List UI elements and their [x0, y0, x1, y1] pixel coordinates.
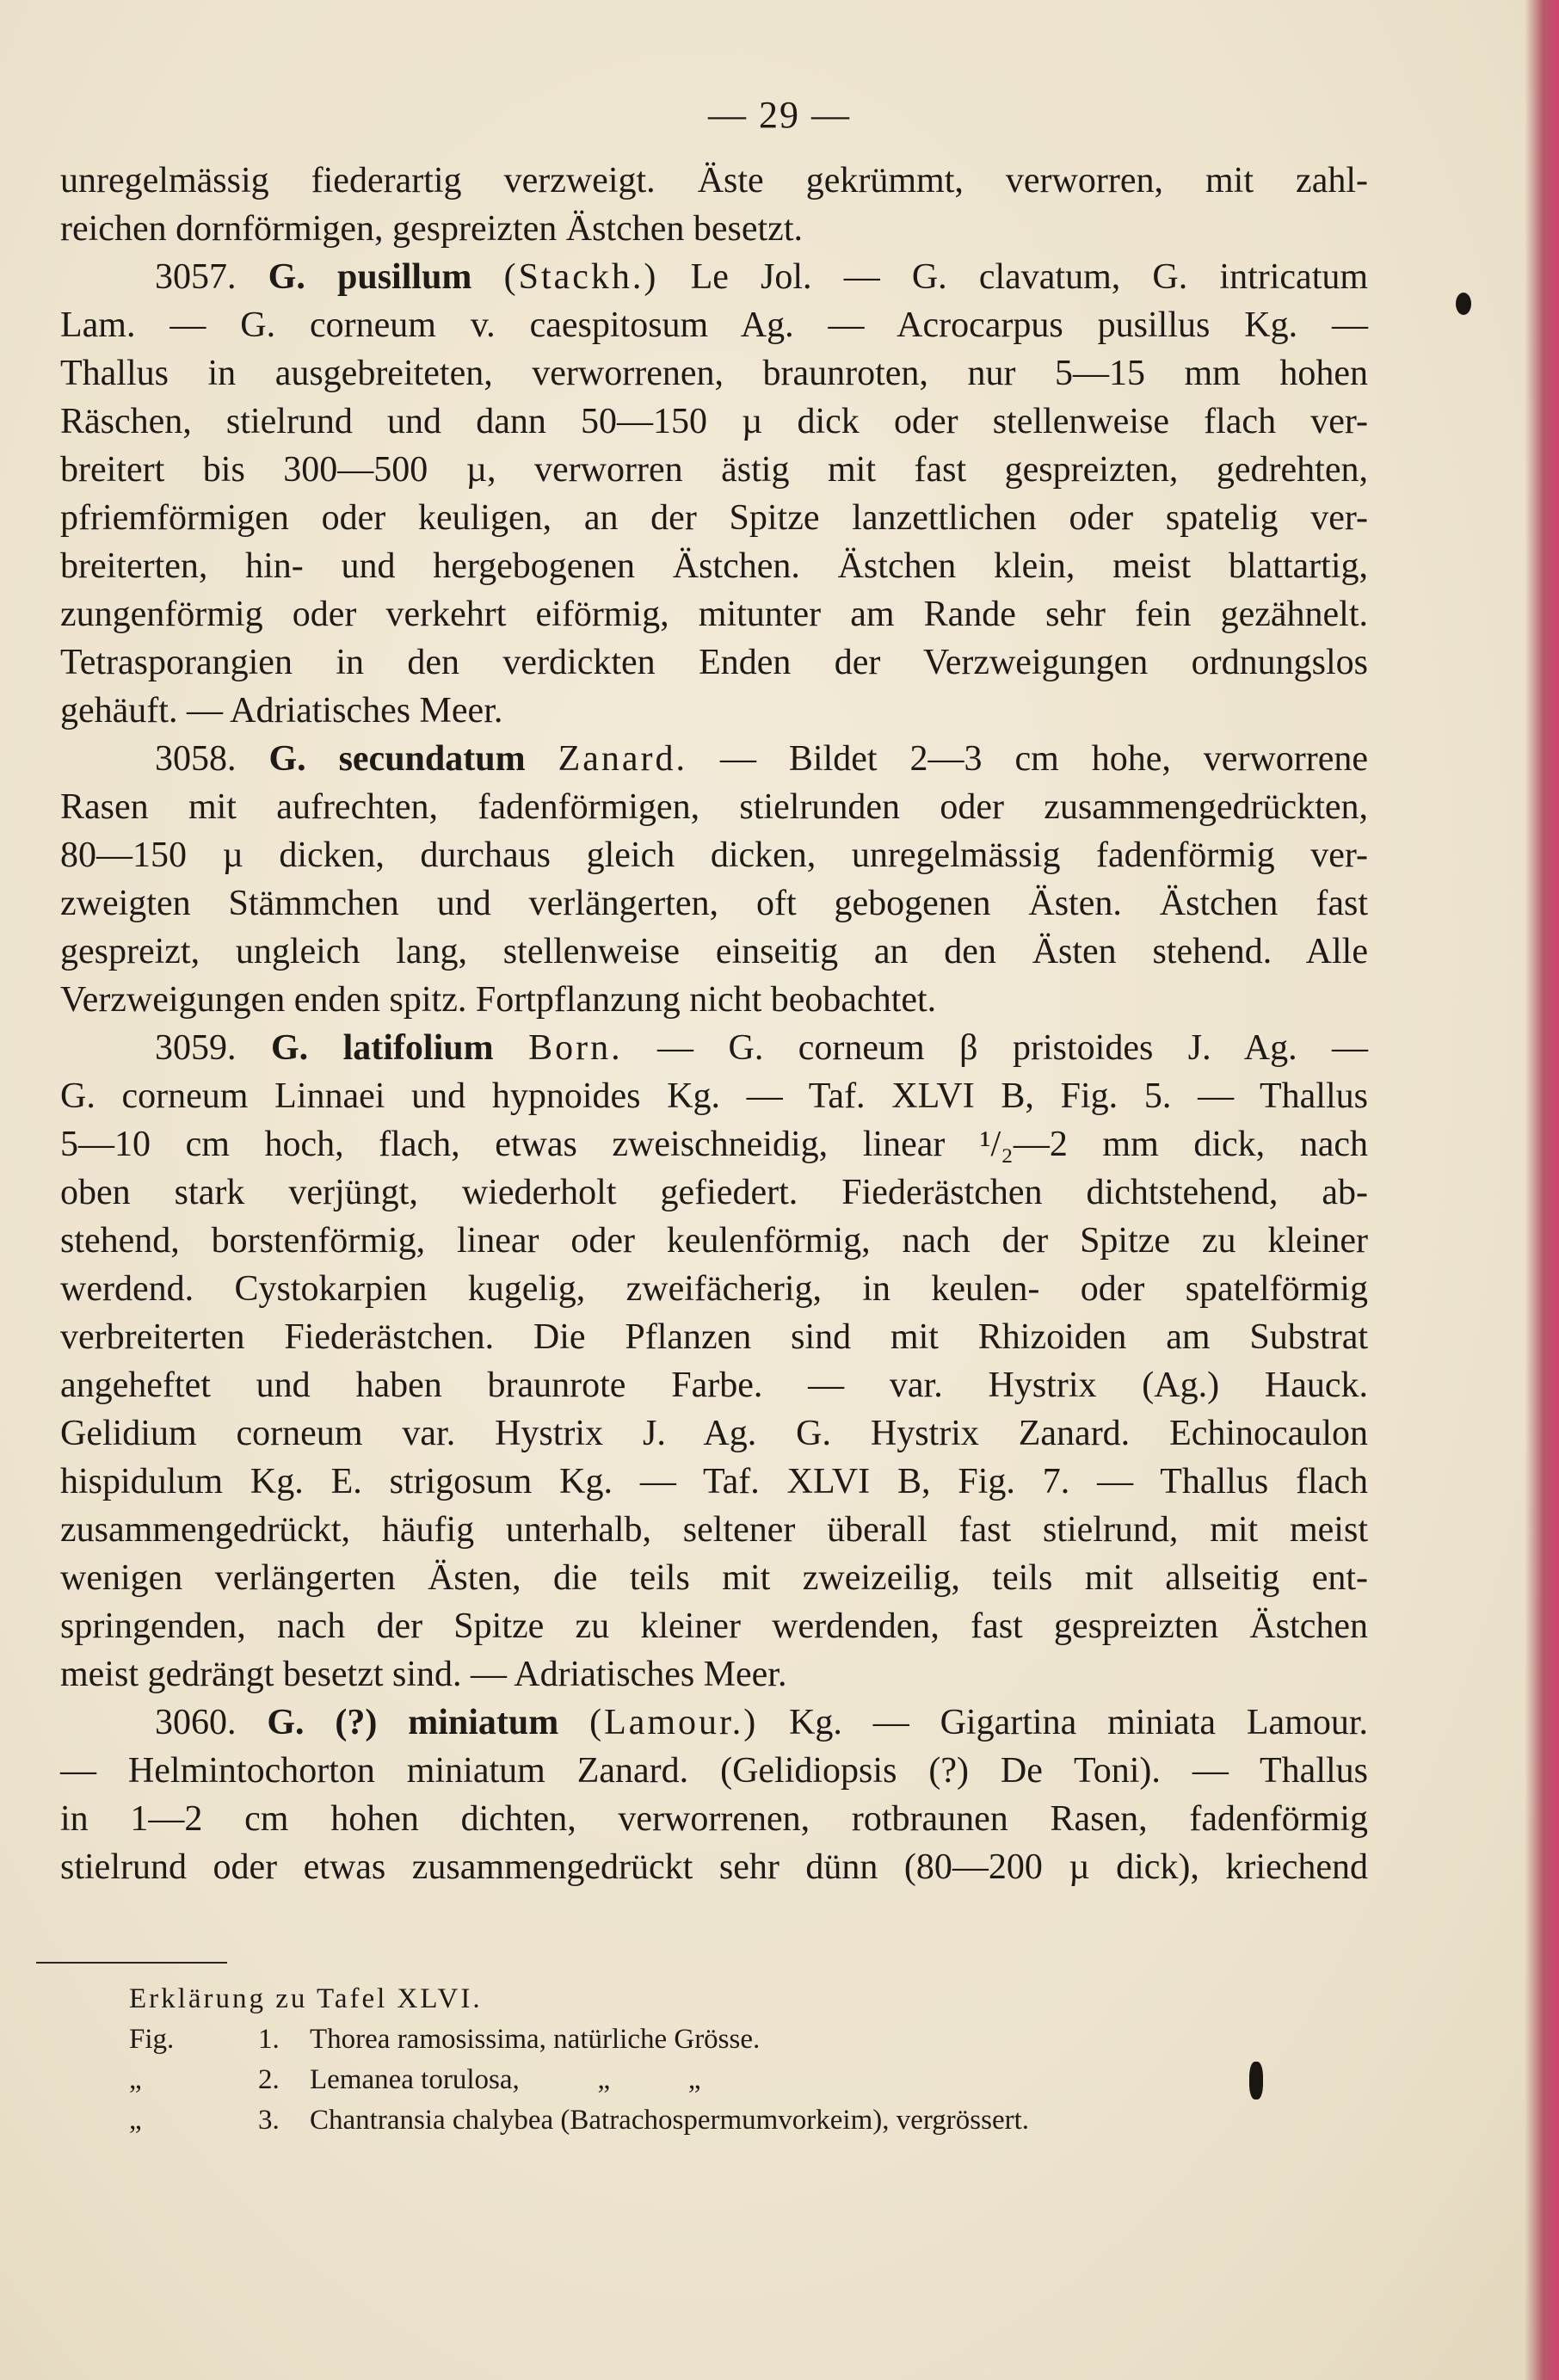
footnote-divider: [36, 1962, 227, 1964]
text-line: — G. corneum β pristoides J. Ag. —: [657, 1028, 1369, 1068]
footnote-heading: Erklärung zu Tafel XLVI.: [129, 1983, 483, 2014]
species-entry: [60, 253, 1368, 735]
text-line: hispidulum Kg. E. strigosum Kg. — Taf. XLVI B, Fig. 7. — Thallus flach: [60, 1462, 1368, 1501]
text-line: Gelidium corneum var. Hystrix J. Ag. G. Hystrix Zanard. Echinocaulon: [60, 1414, 1368, 1453]
text-line: springenden, nach der Spitze zu kleiner werdenden, fast gespreizten Ästchen: [60, 1606, 1368, 1646]
text-line: breitert bis 300—500 µ, verworren ästig mit fast gespreizten, gedrehten,: [60, 450, 1368, 490]
text-line: zungenförmig oder verkehrt eiförmig, mitunter am Rande sehr fein gezähnelt.: [60, 595, 1368, 634]
text-line: breiterten, hin- und hergebogenen Ästchen. Ästchen klein, meist blattartig,: [60, 546, 1368, 586]
text-line: 5—10 cm hoch, flach, etwas zweischneidig, linear ¹/₂—2 mm dick, nach: [60, 1125, 1368, 1164]
page-edge: [1525, 0, 1559, 2380]
text-line: Verzweigungen enden spitz. Fortpflanzung nicht beobachtet.: [60, 980, 937, 1020]
entry-number: 3057.: [155, 257, 237, 297]
species-name: G. pusillum: [268, 257, 472, 297]
text-line: — Helmintochorton miniatum Zanard. (Gelidiopsis (?) De Toni). — Thallus: [60, 1751, 1368, 1791]
footnote-text: Chantransia chalybea (Batrachospermumvorkeim), vergrössert.: [310, 2105, 1030, 2136]
text-line: pfriemförmigen oder keuligen, an der Spitze lanzettlichen oder spatelig ver-: [60, 498, 1368, 538]
footnote-row: [129, 2100, 1248, 2141]
main-text: [60, 157, 1368, 1891]
footnote-text: Thorea ramosissima, natürliche Grösse.: [310, 2024, 761, 2055]
text-line: meist gedrängt besetzt sind. — Adriatisches Meer.: [60, 1655, 787, 1694]
paragraph: [60, 157, 1368, 253]
footnote-label: „: [129, 2064, 142, 2095]
text-line: wenigen verlängerten Ästen, die teils mit zweizeilig, teils mit allseitig ent-: [60, 1558, 1368, 1598]
text-line: werdend. Cystokarpien kugelig, zweifächerig, in keulen- oder spatelförmig: [60, 1269, 1368, 1309]
footnote-number: 3.: [258, 2105, 280, 2136]
text-line: 80—150 µ dicken, durchaus gleich dicken, unregelmässig fadenförmig ver-: [60, 835, 1368, 875]
entry-number: 3059.: [155, 1028, 237, 1068]
species-author: Born.: [528, 1028, 623, 1068]
text-line: Tetrasporangien in den verdickten Enden der Verzweigungen ordnungslos: [60, 643, 1368, 682]
text-line: gehäuft. — Adriatisches Meer.: [60, 691, 503, 731]
species-entry: [60, 735, 1368, 1024]
species-author: (Lamour.): [589, 1703, 759, 1742]
text-line: in 1—2 cm hohen dichten, verworrenen, rotbraunen Rasen, fadenförmig: [60, 1799, 1368, 1839]
text-line: stehend, borstenförmig, linear oder keulenförmig, nach der Spitze zu kleiner: [60, 1221, 1368, 1261]
species-entry: [60, 1699, 1368, 1891]
footnote-row: [129, 2019, 1248, 2060]
text-line: unregelmässig fiederartig verzweigt. Äste gekrümmt, verworren, mit zahl-: [60, 161, 1368, 200]
species-author: (Stackh.): [503, 257, 659, 297]
text-line: zusammengedrückt, häufig unterhalb, seltener überall fast stielrund, mit meist: [60, 1510, 1368, 1550]
entry-number: 3060.: [155, 1703, 237, 1742]
species-name: G. secundatum: [268, 739, 526, 779]
footnote-row: [129, 2060, 1248, 2100]
page-number: — 29 —: [708, 94, 851, 136]
text-line: G. corneum Linnaei und hypnoides Kg. — Taf. XLVI B, Fig. 5. — Thallus: [60, 1076, 1368, 1116]
species-author: Zanard.: [558, 739, 687, 779]
footnote-number: 2.: [258, 2064, 280, 2095]
footnote-label: Fig.: [129, 2024, 175, 2055]
text-line: Thallus in ausgebreiteten, verworrenen, braunroten, nur 5—15 mm hohen: [60, 354, 1368, 393]
text-line: stielrund oder etwas zusammengedrückt sehr dünn (80—200 µ dick), kriechend: [60, 1847, 1368, 1887]
footnote-text: Lemanea torulosa, „ „: [310, 2064, 701, 2095]
footnote-number: 1.: [258, 2024, 280, 2055]
species-entry: [60, 1024, 1368, 1699]
text-line: Lam. — G. corneum v. caespitosum Ag. — Acrocarpus pusillus Kg. —: [60, 305, 1368, 345]
text-line: zweigten Stämmchen und verlängerten, oft gebogenen Ästen. Ästchen fast: [60, 884, 1368, 923]
species-name: G. latifolium: [270, 1028, 494, 1068]
footnote-label: „: [129, 2105, 142, 2136]
ink-spot: [1249, 2062, 1263, 2099]
species-name: G. (?) miniatum: [267, 1703, 559, 1742]
text-line: Le Jol. — G. clavatum, G. intricatum: [690, 257, 1369, 297]
text-line: oben stark verjüngt, wiederholt gefiedert. Fiederästchen dichtstehend, ab-: [60, 1173, 1368, 1212]
text-line: verbreiterten Fiederästchen. Die Pflanzen sind mit Rhizoiden am Substrat: [60, 1317, 1368, 1357]
ink-spot: [1456, 293, 1471, 315]
text-line: — Bildet 2—3 cm hohe, verworrene: [719, 739, 1369, 779]
text-line: reichen dornförmigen, gespreizten Ästchen besetzt.: [60, 209, 803, 249]
text-line: Räschen, stielrund und dann 50—150 µ dick oder stellenweise flach ver-: [60, 402, 1368, 441]
entry-number: 3058.: [155, 739, 237, 779]
text-line: Rasen mit aufrechten, fadenförmigen, stielrunden oder zusammengedrückten,: [60, 787, 1368, 827]
footnote: [129, 1979, 1248, 2141]
text-line: Kg. — Gigartina miniata Lamour.: [789, 1703, 1369, 1742]
text-line: gespreizt, ungleich lang, stellenweise einseitig an den Ästen stehend. Alle: [60, 932, 1368, 971]
text-line: angeheftet und haben braunrote Farbe. — var. Hystrix (Ag.) Hauck.: [60, 1366, 1368, 1405]
